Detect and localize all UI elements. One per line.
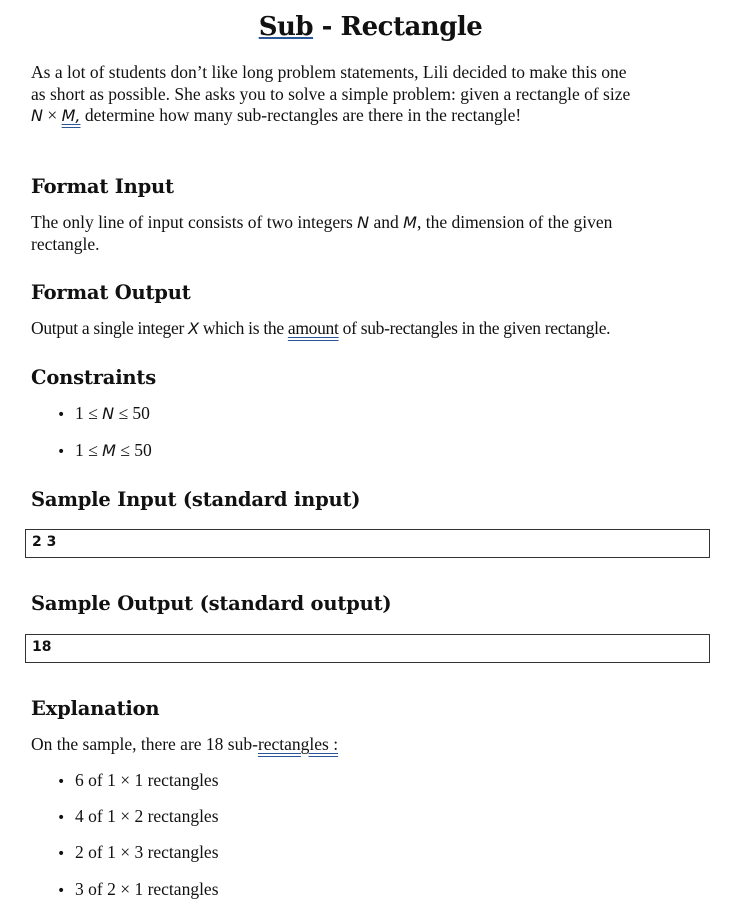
format-input-line-1 xyxy=(31,212,715,234)
format-input-text-a: The only line of input consists of two integers xyxy=(31,212,358,232)
title-part-rectangle: - Rectangle xyxy=(313,12,483,42)
bullet-dot: • xyxy=(57,774,66,790)
explanation-heading: Explanation xyxy=(31,697,160,720)
constraint-pre: 1 ≤ xyxy=(75,440,103,460)
explanation-item-text: 2 of 1 × 3 rectangles xyxy=(75,842,219,862)
format-output-text-a: Output a single integer xyxy=(31,318,189,338)
format-output-var-x: X xyxy=(188,319,199,338)
constraint-item xyxy=(57,402,150,426)
bullet-dot: • xyxy=(57,883,66,899)
intro-paragraph xyxy=(31,62,715,127)
intro-line-1: As a lot of students don’t like long problem statements, Lili decided to make this one xyxy=(31,62,627,82)
explanation-text-a: On the sample, there are 18 sub- xyxy=(31,734,258,754)
explanation-paragraph xyxy=(31,734,715,756)
format-input-text-b: , the dimension of the given xyxy=(416,212,613,232)
intro-line-3-rest: determine how many sub-rectangles are there in the rectangle! xyxy=(80,105,522,125)
intro-var-n: N xyxy=(31,106,43,125)
explanation-item xyxy=(57,841,219,865)
intro-var-m: M, xyxy=(61,106,81,125)
bullet-dot: • xyxy=(57,846,66,862)
format-input-and: and xyxy=(369,212,404,232)
bullet-dot: • xyxy=(57,407,66,423)
explanation-item-text: 3 of 2 × 1 rectangles xyxy=(75,879,219,899)
format-input-var-n: N xyxy=(357,213,370,232)
constraint-pre: 1 ≤ xyxy=(75,403,103,423)
format-output-heading: Format Output xyxy=(31,281,191,304)
sample-input-box: 2 3 xyxy=(25,529,710,558)
explanation-item-text: 6 of 1 × 1 rectangles xyxy=(75,770,219,790)
format-input-line-2: rectangle. xyxy=(31,233,100,254)
bullet-dot: • xyxy=(57,810,66,826)
explanation-item xyxy=(57,805,219,829)
intro-line-3 xyxy=(31,105,715,127)
constraint-post: ≤ 50 xyxy=(115,440,152,460)
constraint-post: ≤ 50 xyxy=(114,403,150,423)
constraints-heading: Constraints xyxy=(31,366,156,389)
format-input-var-m: M xyxy=(403,213,417,232)
explanation-item-text: 4 of 1 × 2 rectangles xyxy=(75,806,219,826)
format-input-heading: Format Input xyxy=(31,175,174,198)
format-output-text-b: which is the xyxy=(198,318,288,338)
explanation-item xyxy=(57,769,219,793)
format-output-text-c: of sub-rectangles in the given rectangle. xyxy=(338,318,611,338)
intro-line-2: as short as possible. She asks you to solve a simple problem: given a rectangle of size xyxy=(31,83,631,104)
constraint-var: M xyxy=(102,441,116,460)
sample-output-box: 18 xyxy=(25,634,710,663)
constraint-item xyxy=(57,439,152,463)
explanation-item xyxy=(57,878,219,902)
title-part-sub: Sub xyxy=(258,12,314,42)
bullet-dot: • xyxy=(57,444,66,460)
sample-input-heading: Sample Input (standard input) xyxy=(31,488,361,511)
format-output-amount: amount xyxy=(287,318,339,338)
intro-times: × xyxy=(42,105,62,125)
page-title xyxy=(0,12,741,42)
explanation-text-b: rectangles : xyxy=(257,734,339,754)
constraint-var: N xyxy=(102,404,115,423)
format-output-paragraph xyxy=(31,318,715,340)
sample-output-heading: Sample Output (standard output) xyxy=(31,592,392,615)
format-input-paragraph xyxy=(31,212,715,255)
